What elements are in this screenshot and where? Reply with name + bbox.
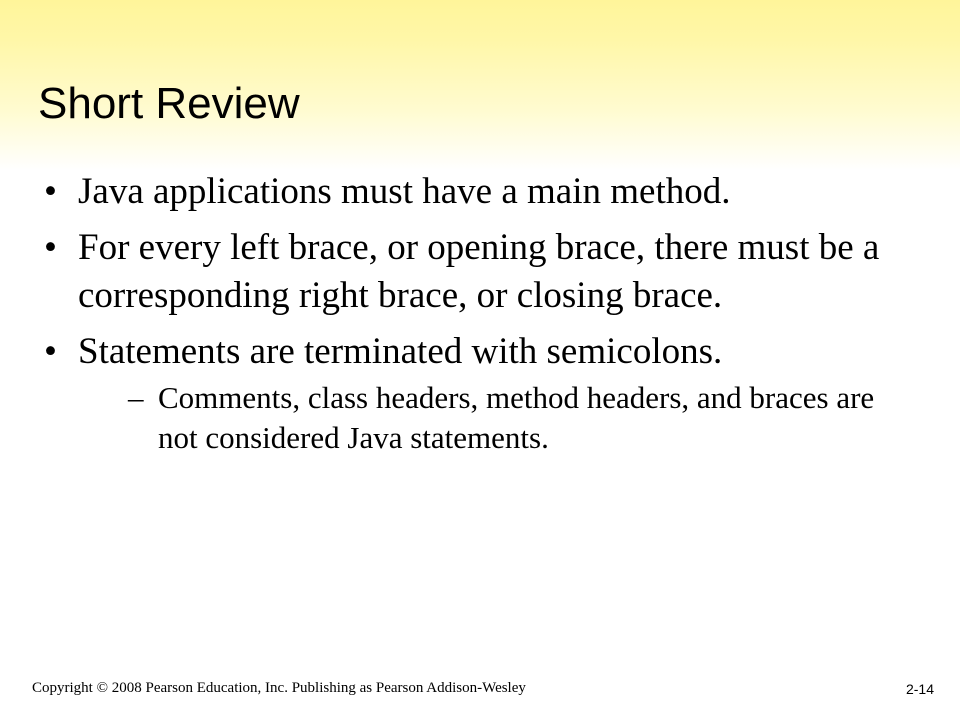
bullet-list <box>40 168 920 466</box>
bullet-marker: • <box>44 227 57 268</box>
bullet-marker: • <box>44 331 57 372</box>
slide-title: Short Review <box>38 79 300 128</box>
bullet-text: Statements are terminated with semicolons. <box>78 331 723 372</box>
bullet-item <box>40 224 920 320</box>
sub-bullet-item <box>78 378 920 458</box>
sub-bullet-marker: – <box>128 380 144 415</box>
bullet-text: Java applications must have a main method. <box>78 171 731 212</box>
bullet-marker: • <box>44 171 57 212</box>
bullet-item <box>40 168 920 216</box>
bullet-item <box>40 328 920 458</box>
sub-bullet-text: Comments, class headers, method headers, and braces are not considered Java statements. <box>158 380 875 455</box>
copyright-notice: Copyright © 2008 Pearson Education, Inc. Publishing as Pearson Addison-Wesley <box>32 680 526 696</box>
bullet-text: For every left brace, or opening brace, there must be a corresponding right brace, or closing brace. <box>78 227 880 316</box>
page-number: 2-14 <box>905 681 934 697</box>
